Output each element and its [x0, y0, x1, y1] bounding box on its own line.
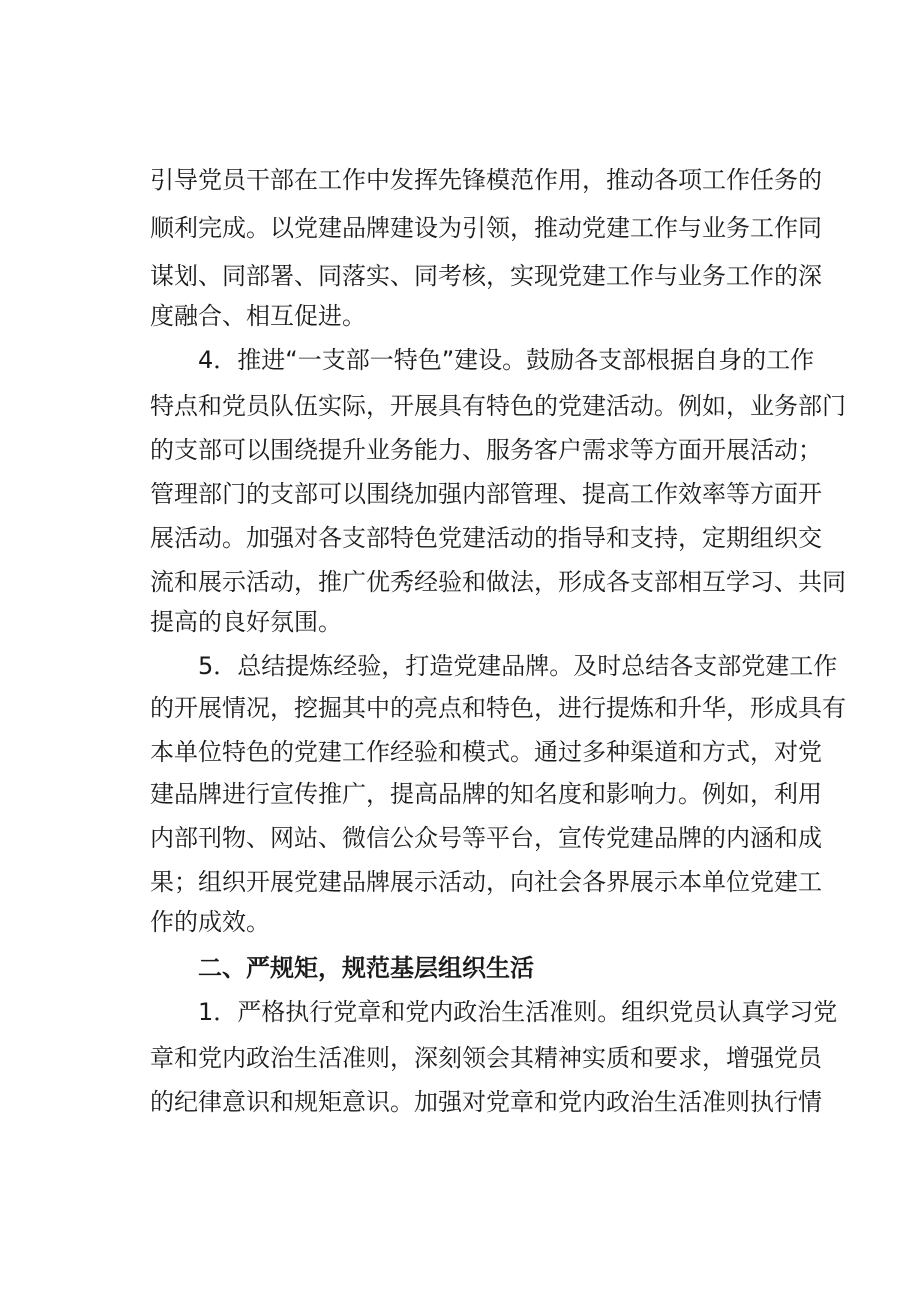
text-line: 内部刊物、网站、微信公众号等平台，宣传党建品牌的内涵和成 — [150, 824, 822, 852]
text-line: 章和党内政治生活准则，深刻领会其精神实质和要求，增强党员 — [150, 1044, 822, 1072]
text-line: 4．推进“一支部一特色”建设。鼓励各支部根据自身的工作 — [150, 346, 815, 374]
text-line: 1．严格执行党章和党内政治生活准则。组织党员认真学习党 — [150, 998, 838, 1026]
section-heading: 二、严规矩，规范基层组织生活 — [150, 954, 534, 982]
text-line: 作的成效。 — [150, 908, 270, 936]
text-line: 5．总结提炼经验，打造党建品牌。及时总结各支部党建工作 — [150, 652, 838, 680]
text-line: 提高的良好氛围。 — [150, 608, 342, 636]
text-line: 顺利完成。以党建品牌建设为引领，推动党建工作与业务工作同 — [150, 214, 822, 242]
text-line: 的支部可以围绕提升业务能力、服务客户需求等方面开展活动； — [150, 436, 822, 464]
text-line: 的纪律意识和规矩意识。加强对党章和党内政治生活准则执行情 — [150, 1088, 822, 1116]
text-line: 流和展示活动，推广优秀经验和做法，形成各支部相互学习、共同 — [150, 568, 846, 596]
text-line: 的开展情况，挖掘其中的亮点和特色，进行提炼和升华，形成具有 — [150, 694, 846, 722]
text-line: 展活动。加强对各支部特色党建活动的指导和支持，定期组织交 — [150, 524, 822, 552]
text-line: 特点和党员队伍实际，开展具有特色的党建活动。例如，业务部门 — [150, 392, 846, 420]
text-line: 建品牌进行宣传推广，提高品牌的知名度和影响力。例如，利用 — [150, 780, 822, 808]
text-line: 本单位特色的党建工作经验和模式。通过多种渠道和方式，对党 — [150, 738, 822, 766]
text-line: 管理部门的支部可以围绕加强内部管理、提高工作效率等方面开 — [150, 480, 822, 508]
text-line: 引导党员干部在工作中发挥先锋模范作用，推动各项工作任务的 — [150, 166, 822, 194]
text-line: 谋划、同部署、同落实、同考核，实现党建工作与业务工作的深 — [150, 262, 822, 290]
text-line: 度融合、相互促进。 — [150, 302, 366, 330]
text-line: 果；组织开展党建品牌展示活动，向社会各界展示本单位党建工 — [150, 868, 822, 896]
